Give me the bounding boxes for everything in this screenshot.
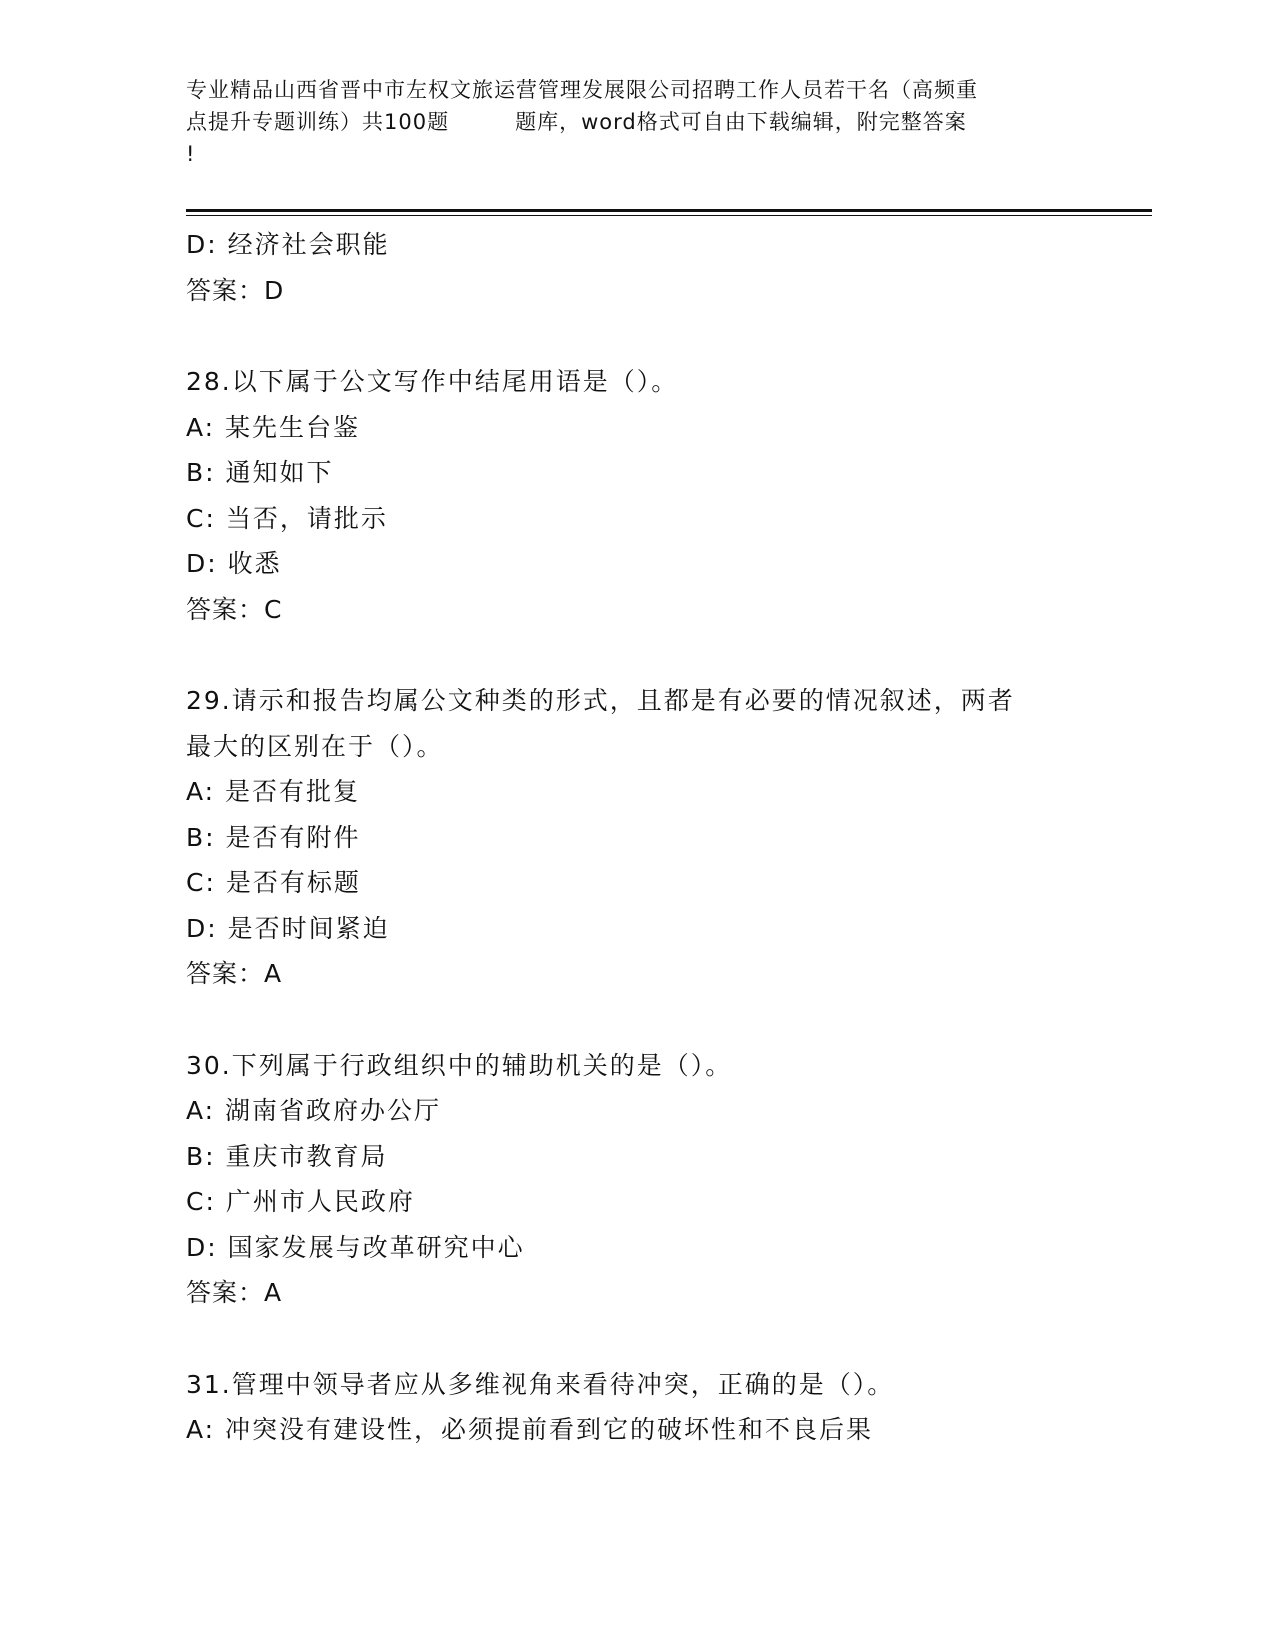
header-divider-thin: [186, 215, 1152, 216]
answer-text: 答案：A: [186, 959, 283, 988]
option-text: C: 广州市人民政府: [186, 1187, 415, 1216]
option-text: D: 是否时间紧迫: [186, 913, 390, 943]
header-line-1: 专业精品山西省晋中市左权文旅运营管理发展限公司招聘工作人员若干名（高频重: [186, 78, 978, 102]
option-text: C: 是否有标题: [186, 868, 361, 897]
answer-text: 答案：D: [186, 275, 285, 305]
header-line-3: !: [186, 142, 196, 166]
spacer: [186, 997, 1086, 1043]
option-text: B: 重庆市教育局: [186, 1141, 388, 1171]
option-text: C: 当否，请批示: [186, 503, 388, 533]
question-stem: 31.管理中领导者应从多维视角来看待冲突，正确的是（）。: [186, 1369, 895, 1399]
option-text: B: 是否有附件: [186, 822, 361, 852]
option-text: B: 通知如下: [186, 458, 334, 487]
question-stem: 最大的区别在于（）。: [186, 731, 444, 761]
header-line-2: 点提升专题训练）共100题 题库，word格式可自由下载编辑，附完整答案: [186, 110, 967, 134]
answer-text: 答案：C: [186, 594, 283, 624]
option-text: A: 冲突没有建设性，必须提前看到它的破坏性和不良后果: [186, 1415, 874, 1444]
option-text: A: 湖南省政府办公厅: [186, 1096, 442, 1125]
option-text: A: 某先生台鉴: [186, 412, 361, 442]
option-text: D: 收悉: [186, 549, 282, 578]
question-list: [186, 222, 1086, 1453]
document-header: [186, 74, 1086, 170]
spacer: [186, 632, 1086, 678]
option-text: D: 经济社会职能: [186, 230, 390, 259]
answer-text: 答案：A: [186, 1278, 283, 1307]
question-stem: 28.以下属于公文写作中结尾用语是（）。: [186, 367, 679, 396]
option-text: D: 国家发展与改革研究中心: [186, 1232, 525, 1262]
spacer: [186, 1316, 1086, 1362]
option-text: A: 是否有批复: [186, 777, 361, 806]
spacer: [186, 313, 1086, 359]
question-stem: 29.请示和报告均属公文种类的形式，且都是有必要的情况叙述，两者: [186, 686, 1015, 715]
question-stem: 30.下列属于行政组织中的辅助机关的是（）。: [186, 1050, 733, 1080]
header-divider-thick: [186, 209, 1152, 212]
